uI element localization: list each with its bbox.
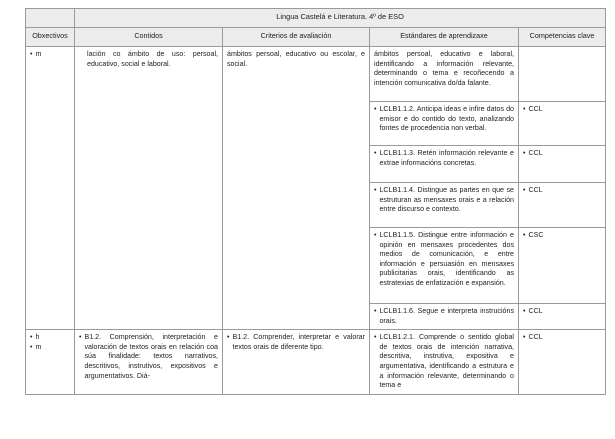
objective-item: m [35, 50, 42, 58]
table-row [26, 47, 606, 102]
curriculum-table [25, 8, 606, 395]
standard-text: LCLB1.1.4. Distingue as partes en que se estruturan as mensaxes orais e a relación entre discurso e contexto. [379, 186, 514, 214]
standard-text: LCLB1.1.5. Distingue entre información e opinión en mensaxes procedentes dos medios de comunicación, e entre información e persuasión en mensaxes publicitarias orais, identificando as estratexias de enfatización e expansión. [379, 231, 514, 287]
bullet: • [523, 231, 526, 239]
criteria-text: B1.2. Comprender, interpretar e valorar textos orais de diferente tipo. [232, 333, 365, 351]
header-contents: Contidos [75, 28, 223, 47]
table-title: Lingua Castelá e Literatura. 4º de ESO [75, 9, 606, 28]
competence-text: CSC [528, 231, 544, 239]
bullet: • [374, 149, 377, 157]
competence-text: CCL [528, 333, 543, 342]
competence-cell [519, 183, 606, 228]
content-text: B1.2. Comprensión, interpretación e valoración de textos orais en relación coa súa finalidade: textos narrativos, descritivos, instrutivos, expositivos e argumentativos. Diá- [84, 333, 218, 380]
bullet: • [523, 105, 526, 113]
bullet: • [374, 186, 377, 194]
competence-cell [519, 146, 606, 183]
header-competences: Competencias clave [519, 28, 606, 47]
standard-cell [370, 304, 519, 330]
contents-cell [75, 330, 223, 395]
competence-text: CCL [528, 307, 543, 315]
competence-text: CCL [528, 186, 543, 194]
bullet: • [374, 105, 377, 113]
header-objectives: Obxectivos [26, 28, 75, 47]
standard-cell [370, 102, 519, 146]
criteria-text: ámbitos persoal, educativo ou escolar, e social. [227, 50, 365, 68]
bullet: • [30, 342, 33, 351]
title-blank-cell [26, 9, 75, 28]
header-standards: Estándares de aprendizaxe [370, 28, 519, 47]
bullet: • [374, 231, 377, 239]
standard-text: LCLB1.2.1. Comprende o sentido global de textos orais de intención narrativa, descritiva, instrutiva, expositiva e argumentativa, identificando a estrutura e a información relevante, determinando o tema e [379, 333, 514, 390]
bullet: • [30, 50, 33, 58]
standard-cell [370, 146, 519, 183]
objectives-cell [26, 330, 75, 395]
table-title-row [26, 9, 606, 28]
standard-text: LCLB1.1.2. Anticipa ideas e infire datos do emisor e do contido do texto, analizando fontes de procedencia non verbal. [379, 105, 514, 133]
standard-text: LCLB1.1.3. Retén información relevante e extrae informacións concretas. [379, 149, 514, 167]
contents-cell [75, 47, 223, 330]
competence-cell [519, 330, 606, 395]
objectives-cell [26, 47, 75, 330]
standard-text: LCLB1.1.6. Segue e interpreta instrucións orais. [379, 307, 514, 325]
competence-cell [519, 102, 606, 146]
header-criteria: Criterios de avaliación [223, 28, 370, 47]
bullet: • [523, 307, 526, 315]
competence-cell [519, 47, 606, 102]
bullet: • [30, 333, 33, 342]
bullet: • [374, 333, 377, 342]
bullet: • [523, 149, 526, 157]
objective-item: h [35, 333, 40, 342]
bullet: • [227, 333, 230, 342]
bullet: • [79, 333, 82, 342]
table-header-row [26, 28, 606, 47]
bullet: • [374, 307, 377, 315]
objective-item: m [35, 342, 42, 351]
standard-cell [370, 330, 519, 395]
content-text: lación co ámbito de uso: persoal, educativo, social e laboral. [87, 50, 218, 68]
criteria-cell [223, 47, 370, 330]
competence-cell [519, 228, 606, 304]
standard-cell [370, 183, 519, 228]
competence-text: CCL [528, 149, 543, 157]
bullet: • [523, 333, 526, 342]
standard-cell [370, 47, 519, 102]
table-row [26, 330, 606, 395]
bullet: • [523, 186, 526, 194]
competence-text: CCL [528, 105, 543, 113]
standard-cell [370, 228, 519, 304]
standard-text: ámbitos persoal, educativo e laboral, identificando a información relevante, determinando o tema e recoñecendo a intención comunicativa do/da falante. [374, 50, 514, 87]
criteria-cell [223, 330, 370, 395]
competence-cell [519, 304, 606, 330]
